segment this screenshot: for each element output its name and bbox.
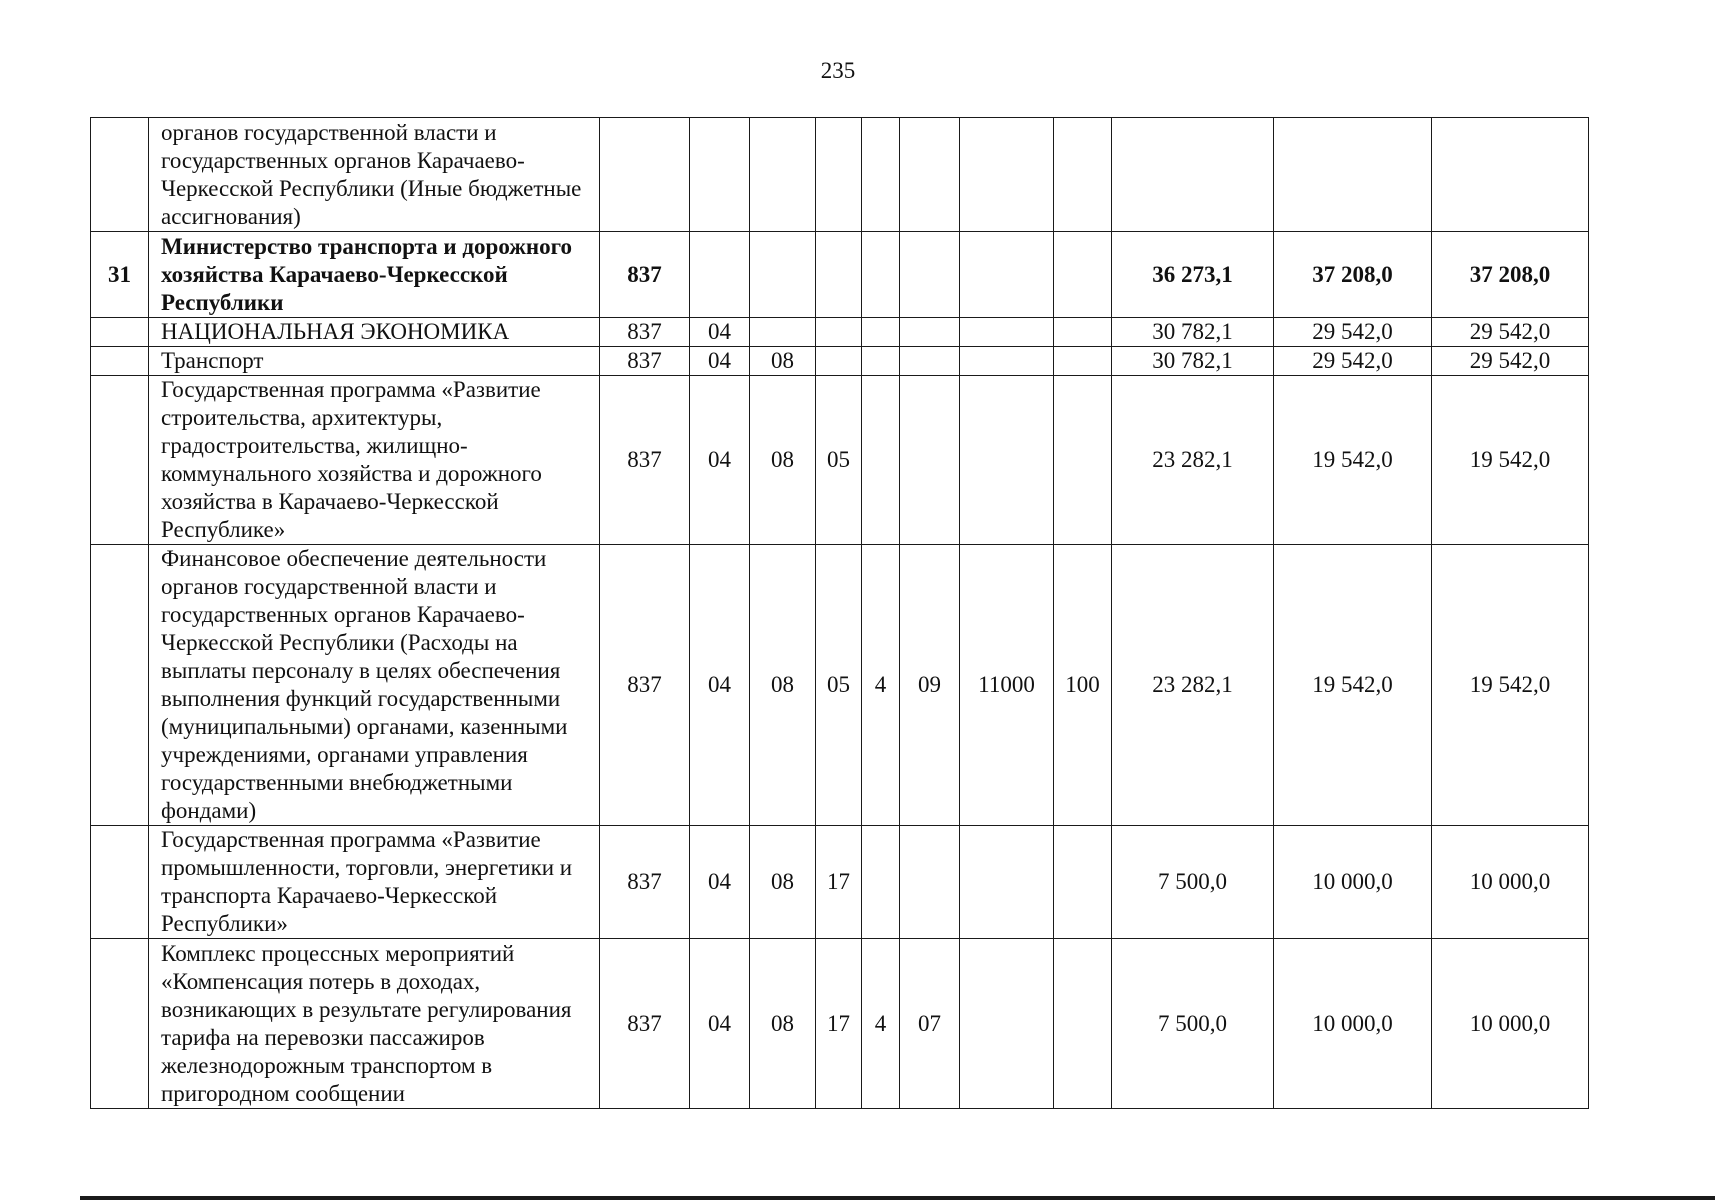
amount-year-2: 10 000,0 — [1274, 939, 1432, 1109]
code-cs-direction — [960, 347, 1054, 376]
code-cs-direction — [960, 118, 1054, 232]
amount-year-3: 10 000,0 — [1432, 939, 1589, 1109]
row-number: 31 — [91, 232, 149, 318]
table-row — [91, 318, 1589, 347]
code-vr — [1054, 318, 1112, 347]
code-rz: 04 — [690, 376, 750, 545]
page-number: 235 — [820, 58, 856, 83]
code-cs-type — [862, 118, 900, 232]
code-pr: 08 — [750, 545, 816, 826]
amount-year-1 — [1112, 118, 1274, 232]
row-number — [91, 376, 149, 545]
amount-year-1: 7 500,0 — [1112, 826, 1274, 939]
code-cs-measure — [900, 347, 960, 376]
table-row — [91, 939, 1589, 1109]
code-vr — [1054, 939, 1112, 1109]
code-cs-type — [862, 318, 900, 347]
code-rz: 04 — [690, 545, 750, 826]
code-cs-direction — [960, 939, 1054, 1109]
code-vr — [1054, 347, 1112, 376]
code-cs-type: 4 — [862, 545, 900, 826]
code-ved: 837 — [600, 545, 690, 826]
row-name: НАЦИОНАЛЬНАЯ ЭКОНОМИКА — [149, 318, 600, 347]
row-number — [91, 545, 149, 826]
table-row — [91, 118, 1589, 232]
page-bottom-rule — [80, 1196, 1715, 1200]
code-rz — [690, 118, 750, 232]
row-name: Государственная программа «Развитие промышленности, торговли, энергетики и транспорта Карачаево-Черкесской Республики» — [149, 826, 600, 939]
code-cs-measure — [900, 376, 960, 545]
code-pr: 08 — [750, 826, 816, 939]
code-cs-direction — [960, 376, 1054, 545]
code-vr — [1054, 826, 1112, 939]
code-cs-direction — [960, 318, 1054, 347]
amount-year-1: 7 500,0 — [1112, 939, 1274, 1109]
code-ved: 837 — [600, 232, 690, 318]
code-cs-measure — [900, 118, 960, 232]
code-pr: 08 — [750, 939, 816, 1109]
code-ved: 837 — [600, 939, 690, 1109]
table-row — [91, 545, 1589, 826]
code-pr: 08 — [750, 376, 816, 545]
code-cs-program — [816, 118, 862, 232]
code-cs-program — [816, 232, 862, 318]
row-name: Транспорт — [149, 347, 600, 376]
amount-year-3: 29 542,0 — [1432, 318, 1589, 347]
amount-year-2: 10 000,0 — [1274, 826, 1432, 939]
code-cs-type — [862, 826, 900, 939]
amount-year-2 — [1274, 118, 1432, 232]
code-cs-type — [862, 376, 900, 545]
amount-year-1: 23 282,1 — [1112, 376, 1274, 545]
row-name: Финансовое обеспечение деятельности органов государственной власти и государственных органов Карачаево-Черкесской Республики (Расходы на выплаты персоналу в целях обеспечения выполнения функций государственными (муниципальными) органами, казенными учреждениями, органами управления государственными внебюджетными фондами) — [149, 545, 600, 826]
code-cs-program: 05 — [816, 376, 862, 545]
code-cs-measure: 07 — [900, 939, 960, 1109]
code-cs-program — [816, 347, 862, 376]
code-cs-program — [816, 318, 862, 347]
code-cs-direction — [960, 826, 1054, 939]
table-row — [91, 376, 1589, 545]
code-cs-direction — [960, 232, 1054, 318]
code-cs-measure — [900, 318, 960, 347]
budget-table — [90, 117, 1589, 1109]
amount-year-2: 37 208,0 — [1274, 232, 1432, 318]
amount-year-2: 29 542,0 — [1274, 347, 1432, 376]
row-number — [91, 347, 149, 376]
amount-year-3: 19 542,0 — [1432, 376, 1589, 545]
amount-year-3: 29 542,0 — [1432, 347, 1589, 376]
amount-year-1: 23 282,1 — [1112, 545, 1274, 826]
code-rz: 04 — [690, 939, 750, 1109]
amount-year-2: 29 542,0 — [1274, 318, 1432, 347]
code-rz: 04 — [690, 347, 750, 376]
code-cs-type — [862, 232, 900, 318]
code-vr — [1054, 118, 1112, 232]
code-cs-direction: 11000 — [960, 545, 1054, 826]
code-ved: 837 — [600, 376, 690, 545]
code-vr — [1054, 376, 1112, 545]
code-cs-type: 4 — [862, 939, 900, 1109]
code-ved: 837 — [600, 347, 690, 376]
row-name: Государственная программа «Развитие строительства, архитектуры, градостроительства, жилищно-коммунального хозяйства и дорожного хозяйства в Карачаево-Черкесской Республике» — [149, 376, 600, 545]
code-ved: 837 — [600, 826, 690, 939]
row-name: Министерство транспорта и дорожного хозяйства Карачаево-Черкесской Республики — [149, 232, 600, 318]
row-number — [91, 939, 149, 1109]
code-rz: 04 — [690, 826, 750, 939]
code-cs-measure — [900, 232, 960, 318]
code-pr — [750, 118, 816, 232]
amount-year-1: 30 782,1 — [1112, 347, 1274, 376]
code-pr — [750, 318, 816, 347]
code-vr: 100 — [1054, 545, 1112, 826]
amount-year-1: 36 273,1 — [1112, 232, 1274, 318]
code-cs-measure: 09 — [900, 545, 960, 826]
amount-year-2: 19 542,0 — [1274, 545, 1432, 826]
table-row — [91, 232, 1589, 318]
amount-year-3 — [1432, 118, 1589, 232]
code-cs-program: 05 — [816, 545, 862, 826]
table-row — [91, 347, 1589, 376]
row-number — [91, 826, 149, 939]
code-cs-program: 17 — [816, 939, 862, 1109]
amount-year-1: 30 782,1 — [1112, 318, 1274, 347]
row-number — [91, 318, 149, 347]
amount-year-3: 19 542,0 — [1432, 545, 1589, 826]
code-rz — [690, 232, 750, 318]
code-cs-measure — [900, 826, 960, 939]
amount-year-3: 10 000,0 — [1432, 826, 1589, 939]
code-ved — [600, 118, 690, 232]
code-cs-type — [862, 347, 900, 376]
row-name: органов государственной власти и государственных органов Карачаево-Черкесской Республики (Иные бюджетные ассигнования) — [149, 118, 600, 232]
code-rz: 04 — [690, 318, 750, 347]
amount-year-3: 37 208,0 — [1432, 232, 1589, 318]
table-row — [91, 826, 1589, 939]
code-vr — [1054, 232, 1112, 318]
row-number — [91, 118, 149, 232]
row-name: Комплекс процессных мероприятий «Компенсация потерь в доходах, возникающих в результате регулирования тарифа на перевозки пассажиров железнодорожным транспортом в пригородном сообщении — [149, 939, 600, 1109]
code-ved: 837 — [600, 318, 690, 347]
amount-year-2: 19 542,0 — [1274, 376, 1432, 545]
code-cs-program: 17 — [816, 826, 862, 939]
code-pr: 08 — [750, 347, 816, 376]
code-pr — [750, 232, 816, 318]
